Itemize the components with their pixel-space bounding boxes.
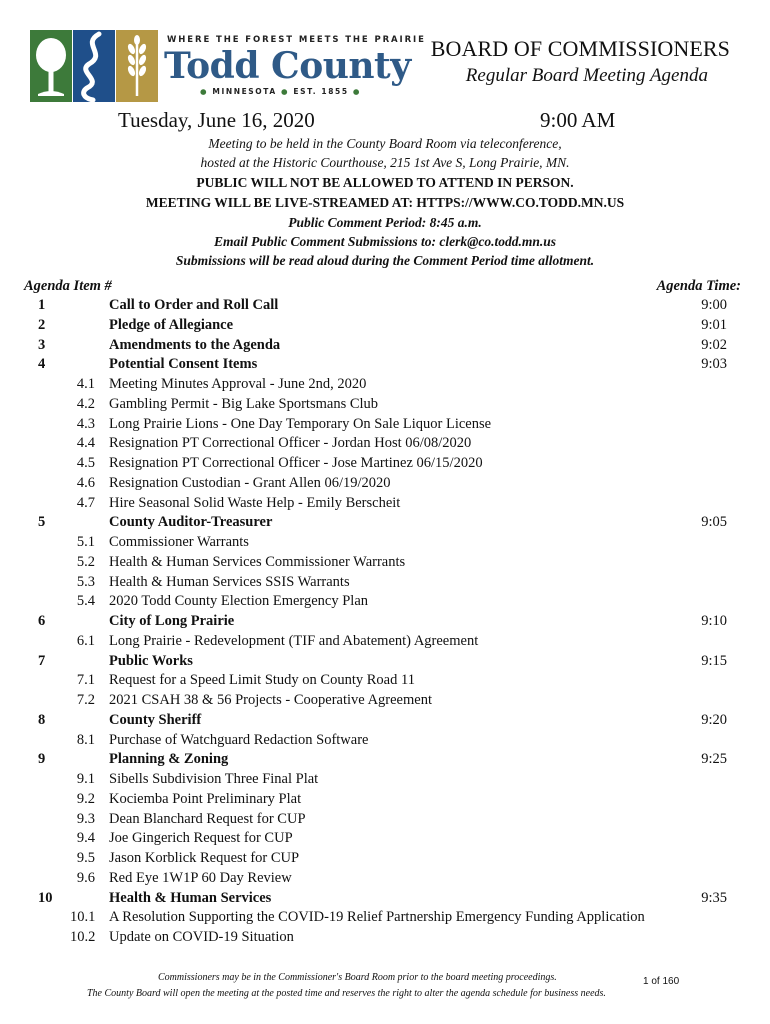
agenda-item-number: 9 <box>38 751 46 768</box>
agenda-item <box>0 750 770 770</box>
agenda-item-title: A Resolution Supporting the COVID-19 Relief Partnership Emergency Funding Application <box>109 909 645 926</box>
agenda-item-title: Health & Human Services <box>109 889 272 906</box>
agenda-item-title: Update on COVID-19 Situation <box>109 929 294 945</box>
agenda-subitem <box>0 592 770 612</box>
notice-comment-period: Public Comment Period: 8:45 a.m. <box>288 215 482 230</box>
agenda-item-number: 8 <box>38 711 46 728</box>
notice-public-attendance: PUBLIC WILL NOT BE ALLOWED TO ATTEND IN PERSON. <box>196 175 574 190</box>
agenda-subitem-number: 5.3 <box>76 573 95 590</box>
agenda-time-header: Agenda Time: <box>656 278 741 294</box>
agenda-subitem-number: 4.2 <box>76 395 95 412</box>
agenda-item-title: Pledge of Allegiance <box>109 316 234 333</box>
agenda-item <box>0 652 770 672</box>
agenda-item-title: Gambling Permit - Big Lake Sportsmans Club <box>109 395 379 412</box>
agenda-item <box>0 336 770 356</box>
agenda-subitem-number: 9.1 <box>76 771 95 787</box>
agenda-item-title: Resignation Custodian - Grant Allen 06/19/2020 <box>109 474 391 491</box>
agenda-subitem <box>0 553 770 573</box>
notice-read-aloud: Submissions will be read aloud during the Comment Period time allotment. <box>175 253 595 268</box>
agenda-subitem <box>0 434 770 454</box>
agenda-item-title: Sibells Subdivision Three Final Plat <box>109 771 319 787</box>
agenda-item-title: Planning & Zoning <box>109 751 229 768</box>
agenda-item-title: Health & Human Services Commissioner Warrants <box>109 553 406 570</box>
agenda-type: Regular Board Meeting Agenda <box>465 65 708 86</box>
agenda-item <box>0 316 770 336</box>
agenda-subitem <box>0 908 770 928</box>
notice-location-line: Meeting to be held in the County Board Room via teleconference, <box>208 136 562 151</box>
agenda-subitem-number: 5.1 <box>76 534 95 550</box>
agenda-item-time: 9:15 <box>701 652 727 669</box>
agenda-item-number: 2 <box>38 316 46 333</box>
agenda-item-title: Meeting Minutes Approval - June 2nd, 2020 <box>109 376 367 392</box>
agenda-subitem <box>0 573 770 593</box>
agenda-subitem-number: 10.2 <box>70 929 96 945</box>
footer-note-commissioners: Commissioners may be in the Commissioner's Board Room prior to the board meeting proceedings. <box>158 972 557 983</box>
bullet-icon: ● <box>281 87 290 96</box>
agenda-subitem <box>0 454 770 474</box>
agenda-subitem-number: 4.3 <box>76 415 95 432</box>
agenda-item-title: Kociemba Point Preliminary Plat <box>109 790 302 807</box>
agenda-item-title: Purchase of Watchguard Redaction Software <box>109 731 369 748</box>
page-number: 1 of 160 <box>643 976 680 987</box>
agenda-item-title: Health & Human Services SSIS Warrants <box>109 573 350 590</box>
agenda-subitem <box>0 790 770 810</box>
logo-state: MINNESOTA <box>212 87 277 96</box>
agenda-subitem <box>0 829 770 849</box>
agenda-item-title: Request for a Speed Limit Study on County Road 11 <box>109 672 415 689</box>
agenda-subitem-number: 10.1 <box>70 909 96 926</box>
agenda-subitem-number: 4.4 <box>76 435 95 452</box>
agenda-subitem <box>0 533 770 553</box>
agenda-item-title: Long Prairie Lions - One Day Temporary On Sale Liquor License <box>109 415 492 432</box>
agenda-item-title: City of Long Prairie <box>109 613 235 629</box>
notice-livestream: MEETING WILL BE LIVE-STREAMED AT: HTTPS://WWW.CO.TODD.MN.US <box>145 195 625 210</box>
agenda-item-time: 9:20 <box>701 711 727 728</box>
agenda-subitem-number: 9.3 <box>76 810 95 827</box>
agenda-subitem <box>0 632 770 652</box>
agenda-subitem-number: 4.6 <box>76 474 95 491</box>
wheat-icon <box>116 30 158 102</box>
logo-tagline: WHERE THE FOREST MEETS THE PRAIRIE <box>167 35 426 45</box>
notice-address-line: hosted at the Historic Courthouse, 215 1st Ave S, Long Prairie, MN. <box>200 155 570 170</box>
agenda-item-title: Joe Gingerich Request for CUP <box>109 830 293 847</box>
agenda-subitem-number: 9.4 <box>76 830 95 847</box>
agenda-item-number: 1 <box>38 297 46 313</box>
agenda-subitem-number: 9.6 <box>76 869 95 886</box>
agenda-subitem-number: 6.1 <box>76 632 95 649</box>
agenda-item-title: Hire Seasonal Solid Waste Help - Emily Berscheit <box>109 494 401 511</box>
agenda-item <box>0 889 770 909</box>
agenda-item-time: 9:00 <box>701 297 727 313</box>
agenda-subitem <box>0 494 770 514</box>
meeting-date: Tuesday, June 16, 2020 <box>118 108 315 132</box>
agenda-item-time: 9:10 <box>701 613 727 629</box>
agenda-subitem-number: 9.5 <box>76 850 95 866</box>
board-title: BOARD OF COMMISSIONERS <box>430 36 730 61</box>
agenda-item-title: Resignation PT Correctional Officer - Jordan Host 06/08/2020 <box>109 435 472 452</box>
agenda-item-number: 3 <box>38 336 46 353</box>
agenda-item <box>0 296 770 316</box>
agenda-item <box>0 612 770 632</box>
agenda-item-title: Jason Korblick Request for CUP <box>109 850 300 866</box>
agenda-item-title: County Auditor-Treasurer <box>109 514 273 531</box>
agenda-item-title: 2021 CSAH 38 & 56 Projects - Cooperative Agreement <box>109 692 432 708</box>
agenda-item <box>0 711 770 731</box>
agenda-subitem-number: 8.1 <box>76 731 95 748</box>
agenda-item-time: 9:03 <box>701 356 727 373</box>
agenda-subitem <box>0 415 770 435</box>
agenda-subitem-number: 7.1 <box>76 672 95 689</box>
agenda-item-header: Agenda Item # <box>24 278 112 294</box>
agenda-item-title: Call to Order and Roll Call <box>109 297 279 313</box>
agenda-subitem <box>0 731 770 751</box>
agenda-item-title: County Sheriff <box>109 711 202 728</box>
agenda-item-number: 6 <box>38 613 46 629</box>
agenda-subitem <box>0 395 770 415</box>
agenda-item <box>0 513 770 533</box>
agenda-subitem <box>0 770 770 790</box>
agenda-subitem <box>0 849 770 869</box>
agenda-item-title: Amendments to the Agenda <box>109 336 281 353</box>
river-icon <box>73 30 115 102</box>
agenda-subitem <box>0 375 770 395</box>
agenda-subitem <box>0 869 770 889</box>
agenda-item-number: 7 <box>38 652 46 669</box>
agenda-subitem-number: 4.7 <box>76 494 95 511</box>
notice-email-submissions: Email Public Comment Submissions to: clerk@co.todd.mn.us <box>213 234 557 249</box>
agenda-item-time: 9:35 <box>701 889 727 906</box>
agenda-subitem-number: 7.2 <box>76 692 95 708</box>
agenda-subitem-number: 4.1 <box>76 376 95 392</box>
agenda-item-time: 9:05 <box>701 514 727 531</box>
agenda-item-title: Long Prairie - Redevelopment (TIF and Abatement) Agreement <box>109 632 479 649</box>
agenda-subitem <box>0 810 770 830</box>
agenda-item-number: 10 <box>38 889 53 906</box>
logo-county-name: Todd County <box>164 45 411 87</box>
agenda-item-time: 9:01 <box>701 316 727 333</box>
agenda-item-title: 2020 Todd County Election Emergency Plan <box>109 593 369 610</box>
agenda-subitem <box>0 928 770 948</box>
bullet-icon: ● <box>352 87 362 96</box>
agenda-item-title: Public Works <box>109 652 193 669</box>
agenda-subitem-number: 9.2 <box>76 790 95 807</box>
agenda-item-title: Potential Consent Items <box>109 356 258 373</box>
agenda-item-time: 9:02 <box>701 336 727 353</box>
bullet-icon: ● <box>200 87 209 96</box>
tree-icon <box>30 30 72 102</box>
agenda-list <box>0 296 770 948</box>
agenda-item-time: 9:25 <box>701 751 727 768</box>
county-logo <box>30 30 426 102</box>
meeting-time: 9:00 AM <box>540 108 616 132</box>
agenda-subitem-number: 5.4 <box>76 593 95 610</box>
agenda-item-title: Red Eye 1W1P 60 Day Review <box>109 869 292 886</box>
footer-note-schedule: The County Board will open the meeting at the posted time and reserves the right to alter the agenda schedule for business needs. <box>87 988 606 999</box>
agenda-subitem <box>0 474 770 494</box>
logo-subtitle <box>200 87 361 96</box>
agenda-item-title: Resignation PT Correctional Officer - Jose Martinez 06/15/2020 <box>109 455 483 471</box>
agenda-item-number: 5 <box>38 514 46 531</box>
agenda-subitem <box>0 671 770 691</box>
agenda-subitem <box>0 691 770 711</box>
agenda-item <box>0 355 770 375</box>
agenda-item-title: Dean Blanchard Request for CUP <box>109 810 306 827</box>
agenda-item-title: Commissioner Warrants <box>109 534 249 550</box>
agenda-item-number: 4 <box>38 356 46 373</box>
logo-established: EST. 1855 <box>293 87 349 96</box>
agenda-subitem-number: 4.5 <box>76 455 95 471</box>
agenda-subitem-number: 5.2 <box>76 553 95 570</box>
